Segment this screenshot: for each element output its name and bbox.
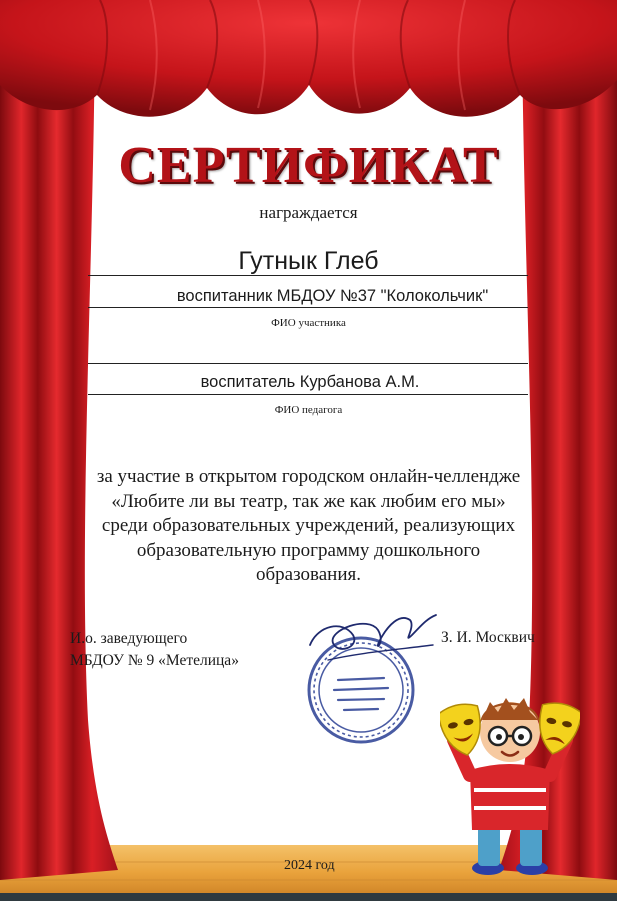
teacher-caption: ФИО педагога [274,404,343,416]
institution-underline [88,307,528,308]
certificate-year: 2024 год [284,858,335,873]
boy-with-theatre-masks-icon [440,680,580,880]
participant-caption: ФИО участника [271,317,346,329]
signatory-title-line: И.о. заведующего [70,630,188,647]
left-curtain [0,0,118,880]
signatory-name: З. И. Москвич [441,629,535,646]
teacher-name: воспитатель Курбанова А.М. [200,373,420,391]
awarded-label: награждается [259,203,358,222]
recipient-institution: воспитанник МБДОУ №37 "Колокольчик" [176,287,489,305]
teacher-underline [88,394,528,395]
recipient-name: Гутнык Глеб [238,247,379,275]
award-reason-line: за участие в открытом городском онлайн-челлендже [96,466,521,487]
handwritten-signature [310,615,436,649]
award-reason-line: образовательную программу дошкольного [136,539,481,561]
award-reason-line: образования. [256,564,361,585]
signatory-title-line: МБДОУ № 9 «Метелица» [70,652,239,669]
name-underline [88,275,528,276]
signatory-title [70,628,239,672]
round-stamp-icon [298,605,448,745]
award-reason-line: «Любите ли вы театр, так же как любим его мы» [111,490,506,512]
certificate-title: СЕРТИФИКАТ [118,137,499,194]
award-reason [60,465,557,588]
teacher-top-line [88,363,528,364]
award-reason-line: среди образовательных учреждений, реализующих [101,515,516,536]
bottom-edge [0,893,617,901]
